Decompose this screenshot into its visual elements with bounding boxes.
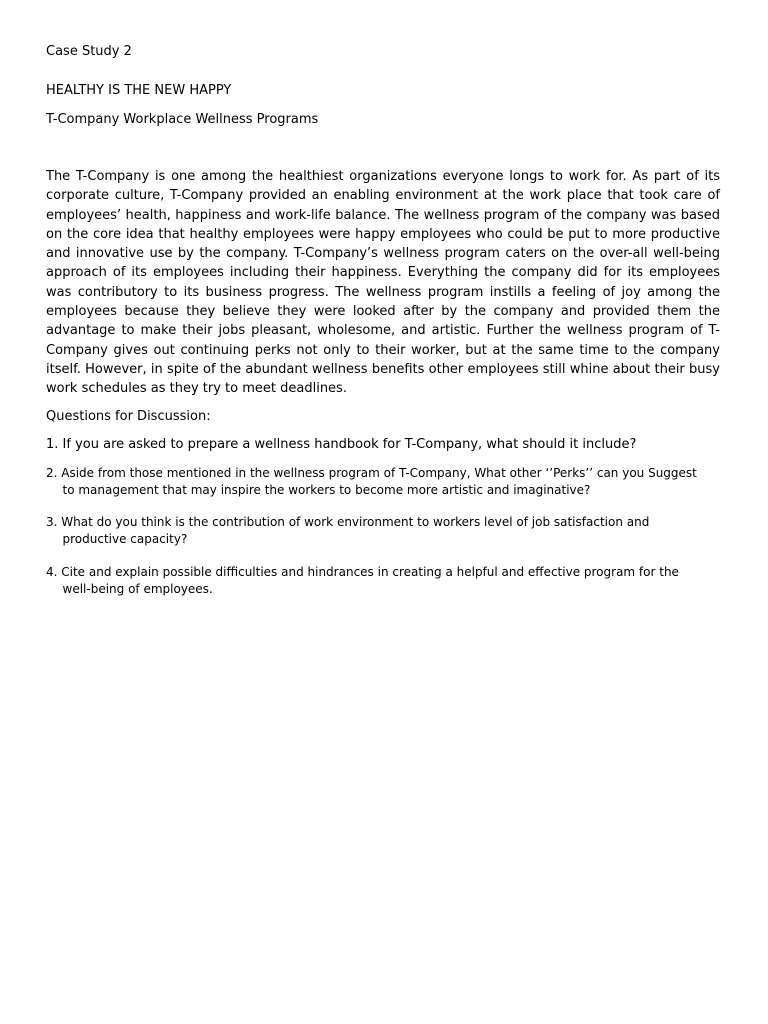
question-4-line-1: 4. Cite and explain possible difficulties and hindrances in creating a helpful and effective program for the: [46, 565, 679, 579]
question-2-line-2: to management that may inspire the workers to become more artistic and imaginative?: [62, 482, 591, 497]
question-2: [46, 465, 697, 498]
question-1: 1. If you are asked to prepare a wellness handbook for T-Company, what should it include?: [46, 437, 637, 452]
question-2-line-1: 2. Aside from those mentioned in the wellness program of T-Company, What other ‘’Perks’’ can you Suggest: [46, 466, 697, 480]
case-study-label: Case Study 2: [46, 44, 132, 59]
document-subtitle: T-Company Workplace Wellness Programs: [46, 112, 319, 127]
question-3-line-2: productive capacity?: [62, 531, 188, 546]
document-title: HEALTHY IS THE NEW HAPPY: [46, 83, 232, 98]
question-3: [46, 514, 649, 547]
case-body-paragraph: The T-Company is one among the healthiest organizations everyone longs to work for. As part of its corporate culture, T-Company provided an enabling environment at the work place that took care of employees’ health, happiness and work-life balance. The wellness program of the company was based on the core idea that healthy employees were happy employees who could be put to more productive and innovative use by the company. T-Company’s wellness program caters on the over-all well-being approach of its employees including their happiness. Everything the company did for its employees was contributory to its business progress. The wellness program instills a feeling of joy among the employees because they believe they were looked after by the company and provided them the advantage to make their jobs pleasant, wholesome, and artistic. Further the wellness program of T-Company gives out continuing perks not only to their worker, but at the same time to the company itself. However, in spite of the abundant wellness benefits other employees still whine about their busy work schedules as they try to meet deadlines.: [46, 169, 720, 397]
question-3-line-1: 3. What do you think is the contribution of work environment to workers level of job satisfaction and: [46, 515, 650, 529]
question-4: [46, 564, 679, 597]
question-4-line-2: well-being of employees.: [62, 581, 213, 596]
questions-heading: Questions for Discussion:: [46, 409, 211, 424]
